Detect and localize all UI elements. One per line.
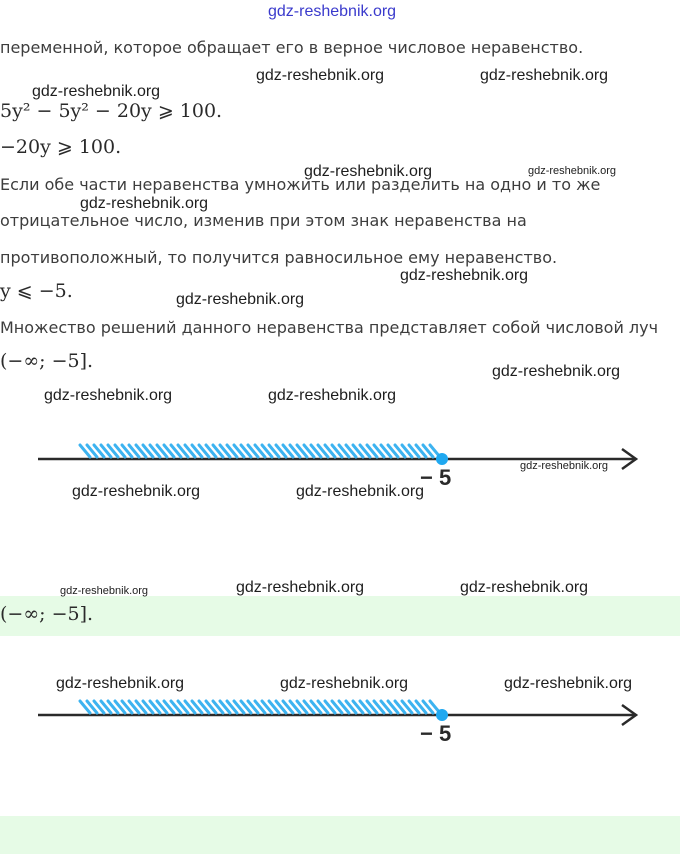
watermark: gdz-reshebnik.org bbox=[56, 675, 185, 692]
watermark: gdz-reshebnik.org bbox=[460, 579, 589, 596]
solution-interval: (−∞; −5]. bbox=[0, 350, 94, 372]
watermark: gdz-reshebnik.org bbox=[44, 387, 173, 404]
ray-hatching bbox=[80, 445, 440, 457]
watermark: gdz-reshebnik.org bbox=[72, 483, 201, 500]
watermark: gdz-reshebnik.org bbox=[520, 460, 609, 472]
watermark: gdz-reshebnik.org bbox=[32, 83, 161, 100]
point-label: − 5 bbox=[420, 465, 452, 490]
equation-1: 5y² − 5y² − 20y ⩾ 100. bbox=[0, 100, 223, 122]
endpoint-dot bbox=[436, 453, 448, 465]
watermark: gdz-reshebnik.org bbox=[304, 163, 433, 180]
paragraph-line-4: Множество решений данного неравенства представляет собой числовой луч bbox=[0, 318, 659, 337]
answer-number-line bbox=[0, 686, 680, 756]
watermark: gdz-reshebnik.org bbox=[400, 267, 529, 284]
watermark: gdz-reshebnik.org bbox=[480, 67, 609, 84]
watermark: gdz-reshebnik.org bbox=[492, 363, 621, 380]
watermark: gdz-reshebnik.org bbox=[60, 585, 149, 597]
site-header-watermark: gdz-reshebnik.org bbox=[268, 3, 397, 20]
watermark: gdz-reshebnik.org bbox=[176, 291, 305, 308]
answer-interval: (−∞; −5]. bbox=[0, 603, 94, 625]
equation-2: −20y ⩾ 100. bbox=[0, 136, 122, 158]
paragraph-line-3: противоположный, то получится равносильное ему неравенство. bbox=[0, 248, 558, 267]
paragraph-line-2: отрицательное число, изменив при этом знак неравенства на bbox=[0, 211, 527, 230]
point-label: − 5 bbox=[420, 721, 452, 746]
watermark: gdz-reshebnik.org bbox=[80, 195, 209, 212]
equation-3: y ⩽ −5. bbox=[0, 280, 73, 302]
endpoint-dot bbox=[436, 709, 448, 721]
watermark: gdz-reshebnik.org bbox=[296, 483, 425, 500]
paragraph-line-1: Если обе части неравенства умножить или разделить на одно и то же bbox=[0, 175, 601, 194]
watermark: gdz-reshebnik.org bbox=[256, 67, 385, 84]
watermark: gdz-reshebnik.org bbox=[504, 675, 633, 692]
watermark: gdz-reshebnik.org bbox=[528, 165, 617, 177]
watermark: gdz-reshebnik.org bbox=[268, 387, 397, 404]
answer-band bbox=[0, 596, 680, 636]
watermark: gdz-reshebnik.org bbox=[280, 675, 409, 692]
ray-hatching bbox=[80, 701, 440, 713]
solution-line-1: переменной, которое обращает его в верное числовое неравенство. bbox=[0, 38, 584, 57]
watermark: gdz-reshebnik.org bbox=[236, 579, 365, 596]
answer-band-bottom bbox=[0, 816, 680, 854]
